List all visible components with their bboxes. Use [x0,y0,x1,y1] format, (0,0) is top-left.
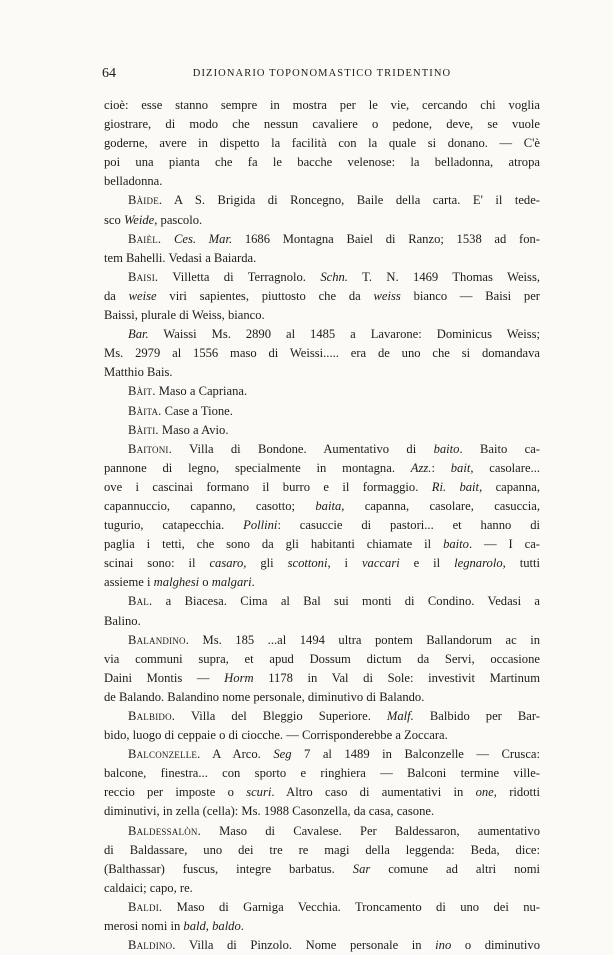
headword: Bal. [128,594,153,609]
entry-first-line [104,325,540,344]
entry-text: A Arco. [200,747,274,762]
headword: Bàit. [128,384,156,399]
entry-text: : [431,460,451,475]
entry-line [104,363,540,382]
entry-first-line [104,230,540,249]
entry-text: , pascolo. [154,212,203,227]
italic-term: scottoni [287,556,328,571]
italic-term: bald [183,919,206,934]
entry-text: , i [327,556,362,571]
entry-text: Ms. 2979 al 1556 maso di Weissi..... era de uno che si domandava [104,346,540,361]
entry-text: a Biacesa. Cima al Bal sui monti di Condino. Vedasi a [152,594,540,609]
italic-term: casaro [209,556,244,571]
entry-first-line [104,421,540,440]
italic-term: baita [315,498,342,513]
entry-text: balcone, finestra... con sporto e ringhiera — Balconi termine ville- [104,766,540,781]
entry-text: . [251,575,255,590]
entry-line [104,726,540,745]
entry-text: A S. Brigida di Roncegno, Baile della carta. E' il tede- [162,193,540,208]
entry-text: assieme i [104,575,154,590]
entry-text: Baissi, plurale di Weiss, bianco. [104,308,265,323]
entry-text: (Balthassar) fuscus, integre barbatus. [104,861,353,876]
entry-text: viri sapientes, piuttosto che da [156,288,374,303]
entry-text [161,232,174,246]
entry-text: scinai sono: il [104,556,210,571]
entry-text: : casuccie di pastori... et hanno di [277,518,540,533]
italic-term: Ri. bait [431,479,480,494]
dictionary-body [104,96,540,955]
entry-text: . Altro caso di aumentativi in [271,785,476,800]
italic-term: Azz. [410,460,432,475]
entry-text: de Balando. Balandino nome personale, diminutivo di Balando. [104,689,425,704]
entry-line [104,841,540,860]
entry-line [104,612,540,631]
entry-text: Villa di Pinzolo. Nome personale in [175,938,436,953]
entry-text: , gli [243,556,288,571]
italic-term: Schn. [320,269,348,284]
entry-text: Villetta di Terragnolo. [158,269,321,284]
entry-text: Maso di Garniga Vecchia. Troncamento di uno dei nu- [162,899,540,914]
italic-term: Seg [273,747,292,762]
entry-text: Case a Tione. [161,403,233,418]
entry-text: . Baito ca- [459,441,540,456]
headword: Balandino. [128,632,190,647]
entry-line [104,879,540,898]
entry-text: belladonna. [104,174,163,189]
entry-text: paglia i tetti, che sono da gli habitanti chiamate il [104,537,444,552]
entry-first-line [104,402,540,421]
italic-term: baito [433,441,460,456]
entry-text: Balbido per Bar- [413,709,541,723]
headword: Baitoni. [128,441,172,456]
entry-line [104,764,540,783]
entry-text: o [199,575,212,590]
italic-term: Malf. [386,709,414,723]
italic-term: legnarolo [454,556,503,571]
entry-first-line [104,745,540,764]
italic-term: weiss [373,288,401,303]
entry-text: tem Bahelli. Vedasi a Baiarda. [104,250,257,265]
entry-line [104,211,540,230]
entry-line [104,688,540,707]
entry-line [104,573,540,592]
entry-first-line [104,936,540,955]
entry-text: reccio per imposte o [104,785,247,800]
entry-line [104,306,540,325]
italic-term: Ces. Mar. [173,231,233,246]
entry-text: Ms. 185 ...al 1494 ultra pontem Ballandorum ac in [189,632,540,647]
entry-text: tugurio, catapecchia. [104,518,244,533]
entry-text: Villa del Bleggio Superiore. [175,709,387,723]
italic-term: one [475,785,494,800]
entry-text: , capanna, [479,479,540,494]
entry-line [104,497,540,516]
entry-text: cioè: esse stanno sempre in mostra per le vie, cercando chi voglia [104,98,540,112]
entry-text: , ridotti [493,785,540,800]
entry-line [104,516,540,535]
italic-term: bait [450,460,471,475]
headword: Baldessalòn. [128,823,201,838]
italic-term: baito [443,537,469,552]
entry-first-line [104,822,540,841]
entry-line [104,344,540,363]
entry-text: , tutti [502,556,540,571]
entry-first-line [104,96,540,115]
headword: Balbido. [128,709,176,723]
entry-text: da [104,288,129,303]
entry-text: goderne, avere in dispetto la facilità con la quale si donano. — C'è [104,136,540,151]
entry-text: pannone di legno, specialmente in montagna. [104,460,411,475]
entry-text: T. N. 1469 Thomas Weiss, [347,269,540,284]
entry-text: , casolare... [470,460,540,475]
italic-term: malgari [211,575,252,590]
entry-first-line [104,631,540,650]
headword: Baièl. [128,231,162,246]
entry-line [104,669,540,688]
entry-text: 7 al 1489 in Balconzelle — Crusca: [291,747,540,762]
headword: Baldi. [128,899,163,914]
entry-line [104,650,540,669]
entry-text: . [240,919,244,934]
entry-text: , capanna, casolare, casuccia, [341,498,540,513]
italic-term: ino [435,938,452,953]
entry-first-line [104,268,540,287]
entry-text: diminutivi, in zella (cella): Ms. 1988 Casonzella, da casa, casone. [104,804,435,819]
entry-text: Maso di Cavalese. Per Baldessaron, aumentativo [200,823,540,838]
entry-line [104,115,540,134]
entry-text: Balino. [104,613,141,628]
entry-line [104,802,540,821]
entry-line [104,783,540,802]
entry-line [104,153,540,172]
entry-line [104,917,540,936]
italic-term: vaccari [361,556,400,571]
italic-term: Weide [123,212,155,227]
entry-text: Matthio Bais. [104,365,173,380]
entry-text: 1178 in Val di Sole: investivit Martinum [253,670,540,685]
italic-term: weise [128,288,157,303]
entry-text: poi una pianta che fa le bacche velenose: la belladonna, atropa [104,155,540,170]
entry-text: sco [104,212,124,227]
entry-line [104,860,540,879]
entry-text: di Baldassare, uno dei tre re magi della leggenda: Beda, dice: [104,842,540,857]
italic-term: Bar. [128,327,149,342]
entry-text: Daini Montis — [104,670,225,685]
entry-text: bianco — Baisi per [400,288,540,303]
headword: Balconzelle. [128,747,201,762]
entry-text: via communi supra, et apud Dossum dictum da Servi, occasione [104,651,540,666]
entry-text: comune ad altri nomi [370,861,540,876]
page-number: 64 [102,66,116,81]
entry-first-line [104,440,540,459]
entry-line [104,172,540,191]
running-header [102,66,542,84]
entry-first-line [104,707,540,726]
entry-text: . — I ca- [468,537,540,552]
entry-text: giostrare, di modo che nessun cavaliere o pedone, deve, se vuole [104,117,540,132]
entry-line [104,554,540,573]
entry-text: caldaici; capo, re. [104,880,193,895]
italic-term: baldo [212,919,241,934]
headword: Bàide. [128,193,163,208]
italic-term: Pollini [243,518,278,533]
entry-text: ove i cascinai formano il burro e il formaggio. [104,479,432,494]
entry-text: bido, luogo di ceppaie o di ciocche. — Corrisponderebbe a Zoccara. [104,728,448,743]
italic-term: scuri [246,785,272,800]
entry-first-line [104,592,540,611]
entry-first-line [104,898,540,917]
entry-line [104,134,540,153]
headword: Baisi. [128,269,159,284]
entry-text: Villa di Bondone. Aumentativo di [171,441,434,456]
italic-term: malghesi [153,575,200,590]
headword: Bàita. [128,403,162,418]
entry-line [104,249,540,268]
entry-text: Maso a Avio. [158,422,229,437]
entry-text: Maso a Capriana. [155,384,248,399]
entry-text: capannuccio, capanno, casotto; [104,498,316,513]
entry-text: 1686 Montagna Baiel di Ranzo; 1538 ad fon- [232,231,540,246]
entry-text: , [205,919,213,934]
headword: Baldino. [128,938,176,953]
entry-text: o diminutivo [451,938,540,953]
headword: Bàiti. [128,422,159,437]
entry-first-line [104,382,540,401]
running-title: DIZIONARIO TOPONOMASTICO TRIDENTINO [192,68,452,79]
entry-first-line [104,191,540,210]
entry-line [104,535,540,554]
entry-line [104,287,540,306]
entry-line [104,459,540,478]
entry-text: merosi nomi in [104,919,184,934]
entry-line [104,478,540,497]
italic-term: Horm [224,670,254,685]
entry-text: e il [399,556,455,571]
entry-text: Waissi Ms. 2890 al 1485 a Lavarone: Dominicus Weiss; [148,327,540,342]
italic-term: Sar [352,861,371,876]
